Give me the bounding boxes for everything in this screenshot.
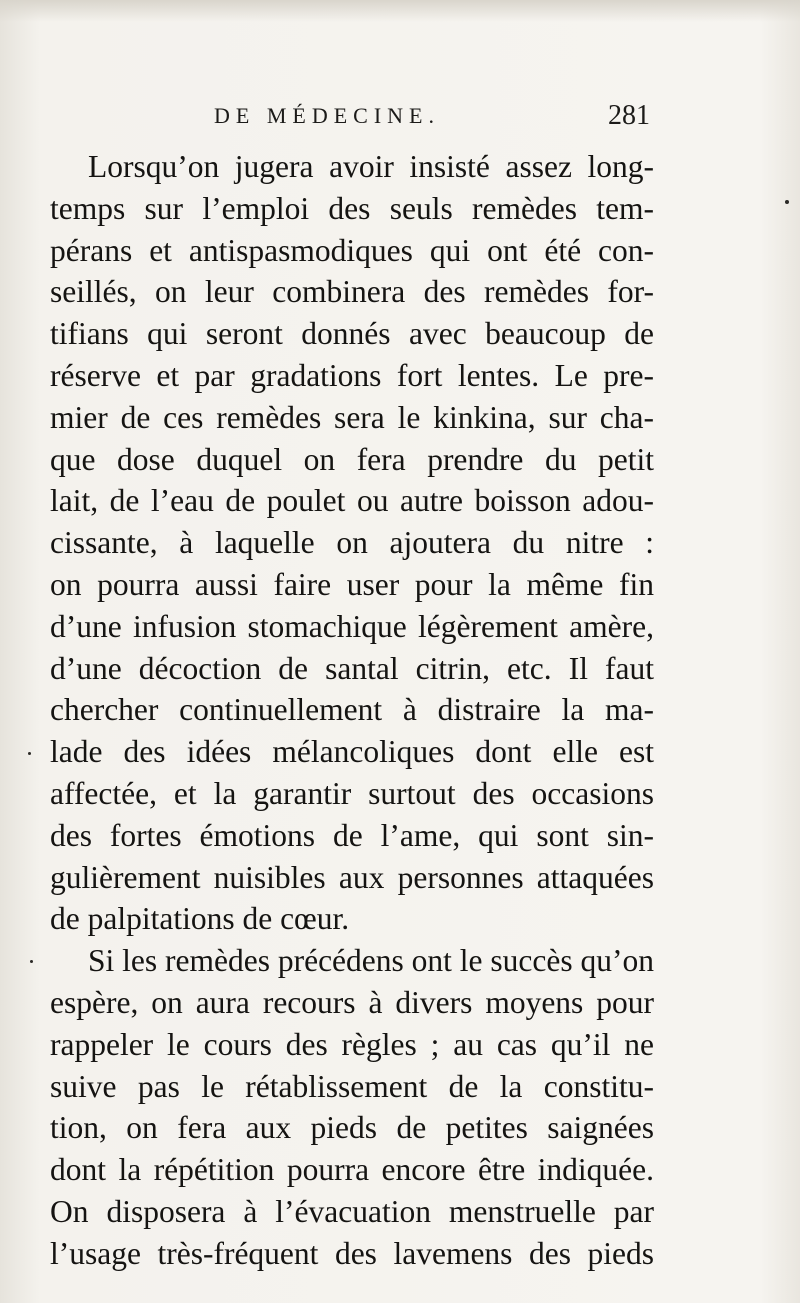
text-line: l’usage très-fréquent des lavemens des pieds	[50, 1235, 654, 1271]
text-line: mier de ces remèdes sera le kinkina, sur cha-	[50, 399, 654, 435]
text-line: lait, de l’eau de poulet ou autre boisson adou-	[50, 483, 654, 519]
running-head-title: DE MÉDECINE.	[214, 103, 440, 128]
text-line: dont la répétition pourra encore être indiquée.	[50, 1152, 654, 1188]
ink-speck	[28, 752, 31, 755]
text-line: Si les remèdes précédens ont le succès qu’on	[88, 943, 654, 979]
text-line: rappeler le cours des règles ; au cas qu’il ne	[50, 1026, 654, 1062]
text-line: affectée, et la garantir surtout des occasions	[50, 775, 654, 811]
page-number: 281	[608, 100, 650, 131]
text-line: seillés, on leur combinera des remèdes for-	[50, 274, 654, 310]
text-line: temps sur l’emploi des seuls remèdes tem-	[50, 190, 654, 226]
text-line: gulièrement nuisibles aux personnes attaquées	[50, 859, 654, 895]
text-line: d’une décoction de santal citrin, etc. Il faut	[50, 650, 654, 686]
body-text	[50, 146, 654, 1275]
text-line: tion, on fera aux pieds de petites saignées	[50, 1110, 654, 1146]
ink-speck	[785, 200, 789, 204]
text-line: de palpitations de cœur.	[50, 901, 350, 937]
text-line: On disposera à l’évacuation menstruelle par	[50, 1193, 654, 1229]
text-line: tifians qui seront donnés avec beaucoup de	[50, 316, 654, 352]
text-line: pérans et antispasmodiques qui ont été con-	[50, 232, 654, 268]
text-line: réserve et par gradations fort lentes. Le pre-	[50, 357, 654, 393]
text-line: que dose duquel on fera prendre du petit	[50, 441, 654, 477]
text-line: Lorsqu’on jugera avoir insisté assez long-	[88, 149, 654, 184]
text-line: espère, on aura recours à divers moyens pour	[50, 984, 654, 1020]
text-line: des fortes émotions de l’ame, qui sont sin-	[50, 817, 654, 853]
text-line: suive pas le rétablissement de la constitu-	[50, 1068, 654, 1104]
text-line: chercher continuellement à distraire la ma-	[50, 692, 654, 728]
ink-speck	[30, 960, 33, 963]
page-top-shadow	[0, 0, 800, 22]
text-line: d’une infusion stomachique légèrement amère,	[50, 608, 654, 644]
text-line: lade des idées mélancoliques dont elle est	[50, 734, 654, 770]
text-line: on pourra aussi faire user pour la même fin	[50, 566, 654, 602]
text-line: cissante, à laquelle on ajoutera du nitre :	[50, 525, 654, 561]
